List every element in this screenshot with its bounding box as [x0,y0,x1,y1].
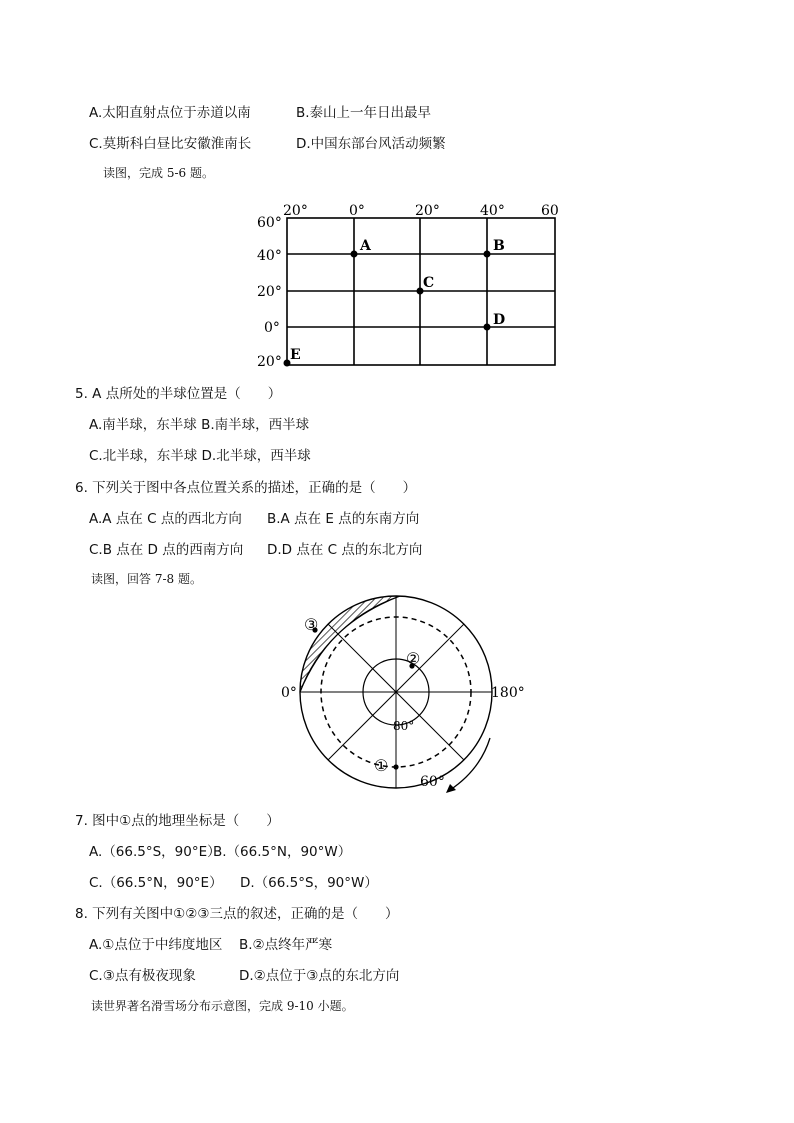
q6-option-c: C.B 点在 D 点的西南方向 [89,542,244,558]
label-180-degree: 180° [491,685,525,701]
point-a-label: A [360,238,371,254]
q6-option-b: B.A 点在 E 点的东南方向 [267,511,420,527]
label-80-degree: 80° [393,719,415,733]
q5-options-row1: A.南半球，东半球 B.南半球，西半球 [89,417,310,433]
top-label-5: 60 [541,203,559,219]
point-b-label: B [493,238,505,254]
q5-stem: 5. A 点所处的半球位置是（ ） [75,386,282,402]
top-label-4: 40° [480,203,505,219]
q4-option-c: C.莫斯科白昼比安徽淮南长 [89,136,252,152]
top-label-1: 20° [283,203,308,219]
marker-3: ③ [304,615,319,634]
q8-option-b: B.②点终年严寒 [239,937,333,953]
q7-option-a: A.（66.5°S，90°E） [89,844,221,860]
point-d [484,324,491,331]
point-b [484,251,491,258]
q7-option-c: C.（66.5°N，90°E） [89,875,223,891]
rotation-arrow-head [446,784,456,793]
q5-options-row2: C.北半球，东半球 D.北半球，西半球 [89,448,311,464]
left-label-3: 20° [257,284,282,300]
rotation-arrow [450,738,490,790]
point-a [351,251,358,258]
left-label-4: 0° [264,320,280,336]
q8-option-d: D.②点位于③点的东北方向 [239,968,400,984]
label-60-degree: 60° [420,774,445,790]
point-d-label: D [493,312,506,328]
q4-option-d: D.中国东部台风活动频繁 [296,136,446,152]
instruction-5-6: 读图，完成 5-6 题。 [103,166,214,180]
label-0-degree: 0° [281,685,297,701]
left-label-5: 20° [257,354,282,370]
top-label-3: 20° [415,203,440,219]
q4-option-a: A.太阳直射点位于赤道以南 [89,105,251,121]
marker-2: ② [406,649,421,668]
q6-option-a: A.A 点在 C 点的西北方向 [89,511,242,527]
q7-stem: 7. 图中①点的地理坐标是（ ） [75,813,280,829]
left-label-1: 60° [257,215,282,231]
polar-map [270,590,530,800]
q7-option-d: D.（66.5°S，90°W） [240,875,378,891]
point-e-label: E [290,347,301,363]
grid-map [250,200,570,375]
instruction-7-8: 读图，回答 7-8 题。 [91,572,202,586]
instruction-9-10: 读世界著名滑雪场分布示意图，完成 9-10 小题。 [91,999,354,1013]
marker-1: ① [374,756,389,775]
q8-stem: 8. 下列有关图中①②③三点的叙述，正确的是（ ） [75,906,399,922]
point-c-label: C [423,275,435,291]
top-label-2: 0° [349,203,365,219]
q8-option-a: A.①点位于中纬度地区 [89,937,223,953]
q6-option-d: D.D 点在 C 点的东北方向 [267,542,423,558]
q7-option-b: B.（66.5°N，90°W） [213,844,352,860]
q4-option-b: B.泰山上一年日出最早 [296,105,432,121]
q6-stem: 6. 下列关于图中各点位置关系的描述，正确的是（ ） [75,480,417,496]
point-1 [393,764,398,769]
left-label-2: 40° [257,248,282,264]
q8-option-c: C.③点有极夜现象 [89,968,196,984]
